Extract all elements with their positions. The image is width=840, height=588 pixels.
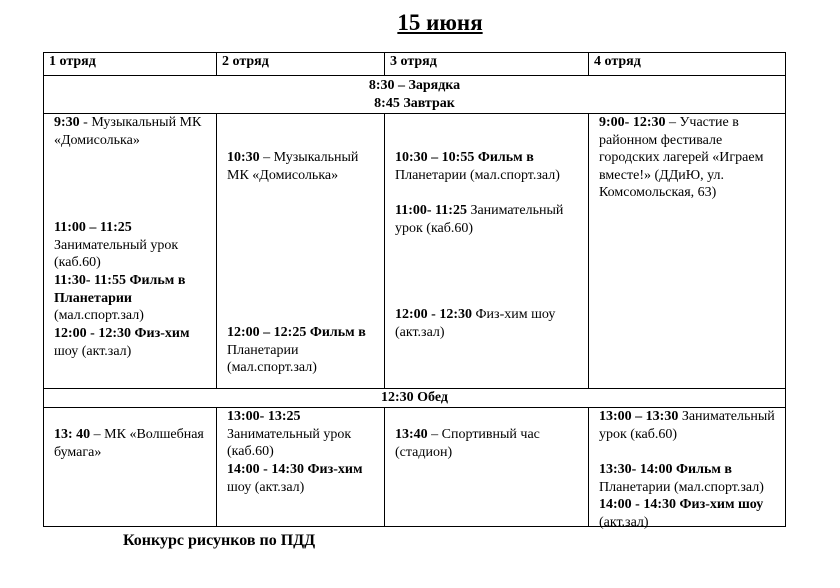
schedule-item: 14:00 - 14:30 Физ-хим шоу (акт.зал) bbox=[227, 462, 363, 495]
schedule-item: 10:30 – 10:55 Фильм в Планетарии (мал.спорт.зал) bbox=[395, 150, 560, 183]
schedule-item: 12:00 - 12:30 Физ-хим шоу (акт.зал) bbox=[395, 307, 556, 340]
schedule-item: 13: 40 – МК «Волшебная бумага» bbox=[54, 427, 204, 460]
schedule-item: 14:00 - 14:30 Физ-хим шоу (акт.зал) bbox=[599, 497, 764, 530]
schedule-item: 13:00- 13:25 Занимательный урок (каб.60) bbox=[227, 409, 352, 459]
morning-cell-3 bbox=[390, 114, 584, 388]
schedule-item: 11:30- 11:55 Фильм в Планетарии (мал.спорт.зал) bbox=[54, 273, 186, 323]
afternoon-cell-1 bbox=[49, 408, 212, 526]
schedule-item: 9:30 - Музыкальный МК «Домисолька» bbox=[54, 115, 202, 148]
column-header-4: 4 отряд bbox=[589, 53, 786, 76]
header-row bbox=[44, 53, 786, 76]
schedule-item: 12:00 – 12:25 Фильм в Планетарии (мал.спорт.зал) bbox=[227, 325, 366, 375]
afternoon-cell-2 bbox=[222, 408, 380, 526]
afternoon-cell-4 bbox=[594, 408, 781, 530]
footer-note: Конкурс рисунков по ПДД bbox=[123, 532, 316, 549]
exercise-line: 8:30 – Зарядка bbox=[368, 78, 461, 93]
lunch-row bbox=[44, 389, 786, 408]
morning-cell-1 bbox=[49, 114, 212, 388]
morning-row bbox=[44, 114, 786, 389]
schedule-item: 11:00- 11:25 Занимательный урок (каб.60) bbox=[395, 203, 564, 236]
column-header-1: 1 отряд bbox=[44, 53, 217, 76]
column-header-2: 2 отряд bbox=[217, 53, 385, 76]
schedule-item: 12:00 - 12:30 Физ-хим шоу (акт.зал) bbox=[54, 326, 190, 359]
lunch-cell: 12:30 Обед bbox=[44, 389, 786, 408]
schedule-item: 13:30- 14:00 Фильм в Планетарии (мал.спорт.зал) bbox=[599, 462, 764, 495]
schedule-item: 11:00 – 11:25 Занимательный урок (каб.60) bbox=[54, 220, 179, 270]
schedule-table bbox=[43, 52, 786, 530]
page-title: 15 июня bbox=[397, 10, 483, 35]
afternoon-cell-3 bbox=[390, 408, 584, 526]
schedule-item: 13:00 – 13:30 Занимательный урок (каб.60) bbox=[599, 409, 775, 442]
breakfast-line: 8:45 Завтрак bbox=[374, 95, 455, 111]
schedule-item: 9:00- 12:30 – Участие в районном фестивале городских лагерей «Играем вместе!» (ДДиЮ, ул. Комсомольская, 63) bbox=[599, 115, 764, 200]
morning-cell-2 bbox=[222, 114, 380, 388]
schedule-item: 13:40 – Спортивный час (стадион) bbox=[395, 427, 540, 460]
column-header-3: 3 отряд bbox=[385, 53, 589, 76]
afternoon-row bbox=[44, 408, 786, 527]
schedule-item: 10:30 – Музыкальный МК «Домисолька» bbox=[227, 150, 359, 183]
common-morning-row bbox=[44, 76, 786, 114]
morning-cell-4 bbox=[594, 114, 781, 388]
